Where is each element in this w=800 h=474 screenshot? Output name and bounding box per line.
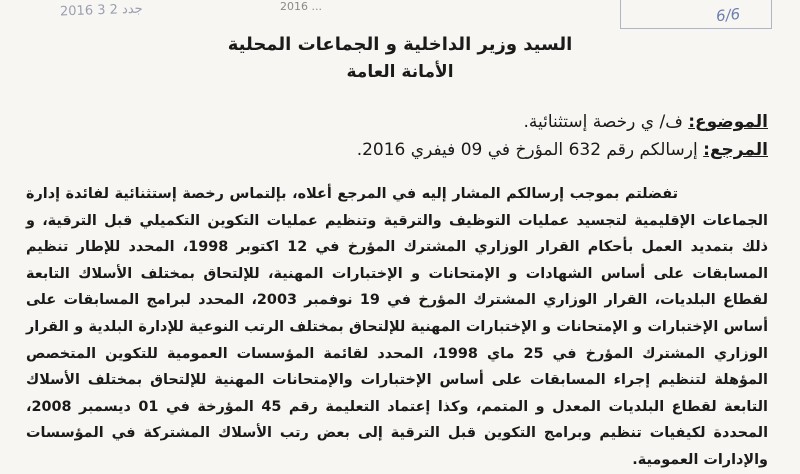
secretariat-line: الأمانة العامة: [346, 62, 454, 82]
reference-text: إرسالكم رقم 632 المؤرخ في 09 فيفري 2016.: [356, 140, 704, 160]
addressee-line: السيد وزير الداخلية و الجماعات المحلية: [227, 34, 573, 55]
faint-reference-line: ... 2016: [280, 0, 322, 13]
header-strip: [0, 0, 800, 26]
subject-label: الموضوع:: [688, 112, 768, 132]
received-date-stamp: 2016 جدد 2 3: [59, 1, 143, 20]
letter-body: [26, 181, 768, 474]
handwritten-stamp-number: 6/6: [714, 4, 741, 26]
subject-text: ف/ ي رخصة إستثنائية.: [523, 112, 689, 132]
subject-row: [523, 112, 768, 132]
letter-body-text: تفضلتم بموجب إرسالكم المشار إليه في المرجع أعلاه، بإلتماس رخصة إستثنائية لفائدة إدارة الجماعات الإقليمية لتجسيد عمليات التوظيف والترقية وتنظيم عمليات التكوين التكميلي قبل الترقية، و ذلك بتمديد العمل بأحكام القرار الوزاري المشترك المؤرخ في 12 اكتوبر 1998، المحدد للإطار تنظيم المسابقات على أساس الشهادات و الإمتحانات و الإختبارات المهنية، للإلتحاق بمختلف الأسلاك التابعة لقطاع البلديات، القرار الوزاري المشترك المؤرخ في 19 نوفمبر 2003، المحدد لبرامج المسابقات على أساس الإختبارات و الإمتحانات و الإختبارات المهنية للإلتحاق بمختلف الرتب النوعية للإدارة البلدية و القرار الوزاري المشترك المؤرخ في 25 ماي 1998، المحدد لقائمة المؤسسات العمومية للتكوين المتخصص المؤهلة لتنظيم إجراء المسابقات على أساس الإختبارات والإمتحانات المهنية للإلتحاق بمختلف الأسلاك التابعة لقطاع البلديات المعدل و المتمم، وكذا إعتماد التعليمة رقم 45 المؤرخة في 01 ديسمبر 2008، المحددة لكيفيات تنظيم وبرامج التكوين قبل الترقية إلى بعض رتب الأسلاك المشتركة في المؤسسات والإدارات العمومية.: [26, 186, 769, 468]
reference-row: [357, 140, 768, 160]
registration-stamp-box: [620, 0, 772, 29]
reference-label: المرجع:: [703, 140, 768, 160]
